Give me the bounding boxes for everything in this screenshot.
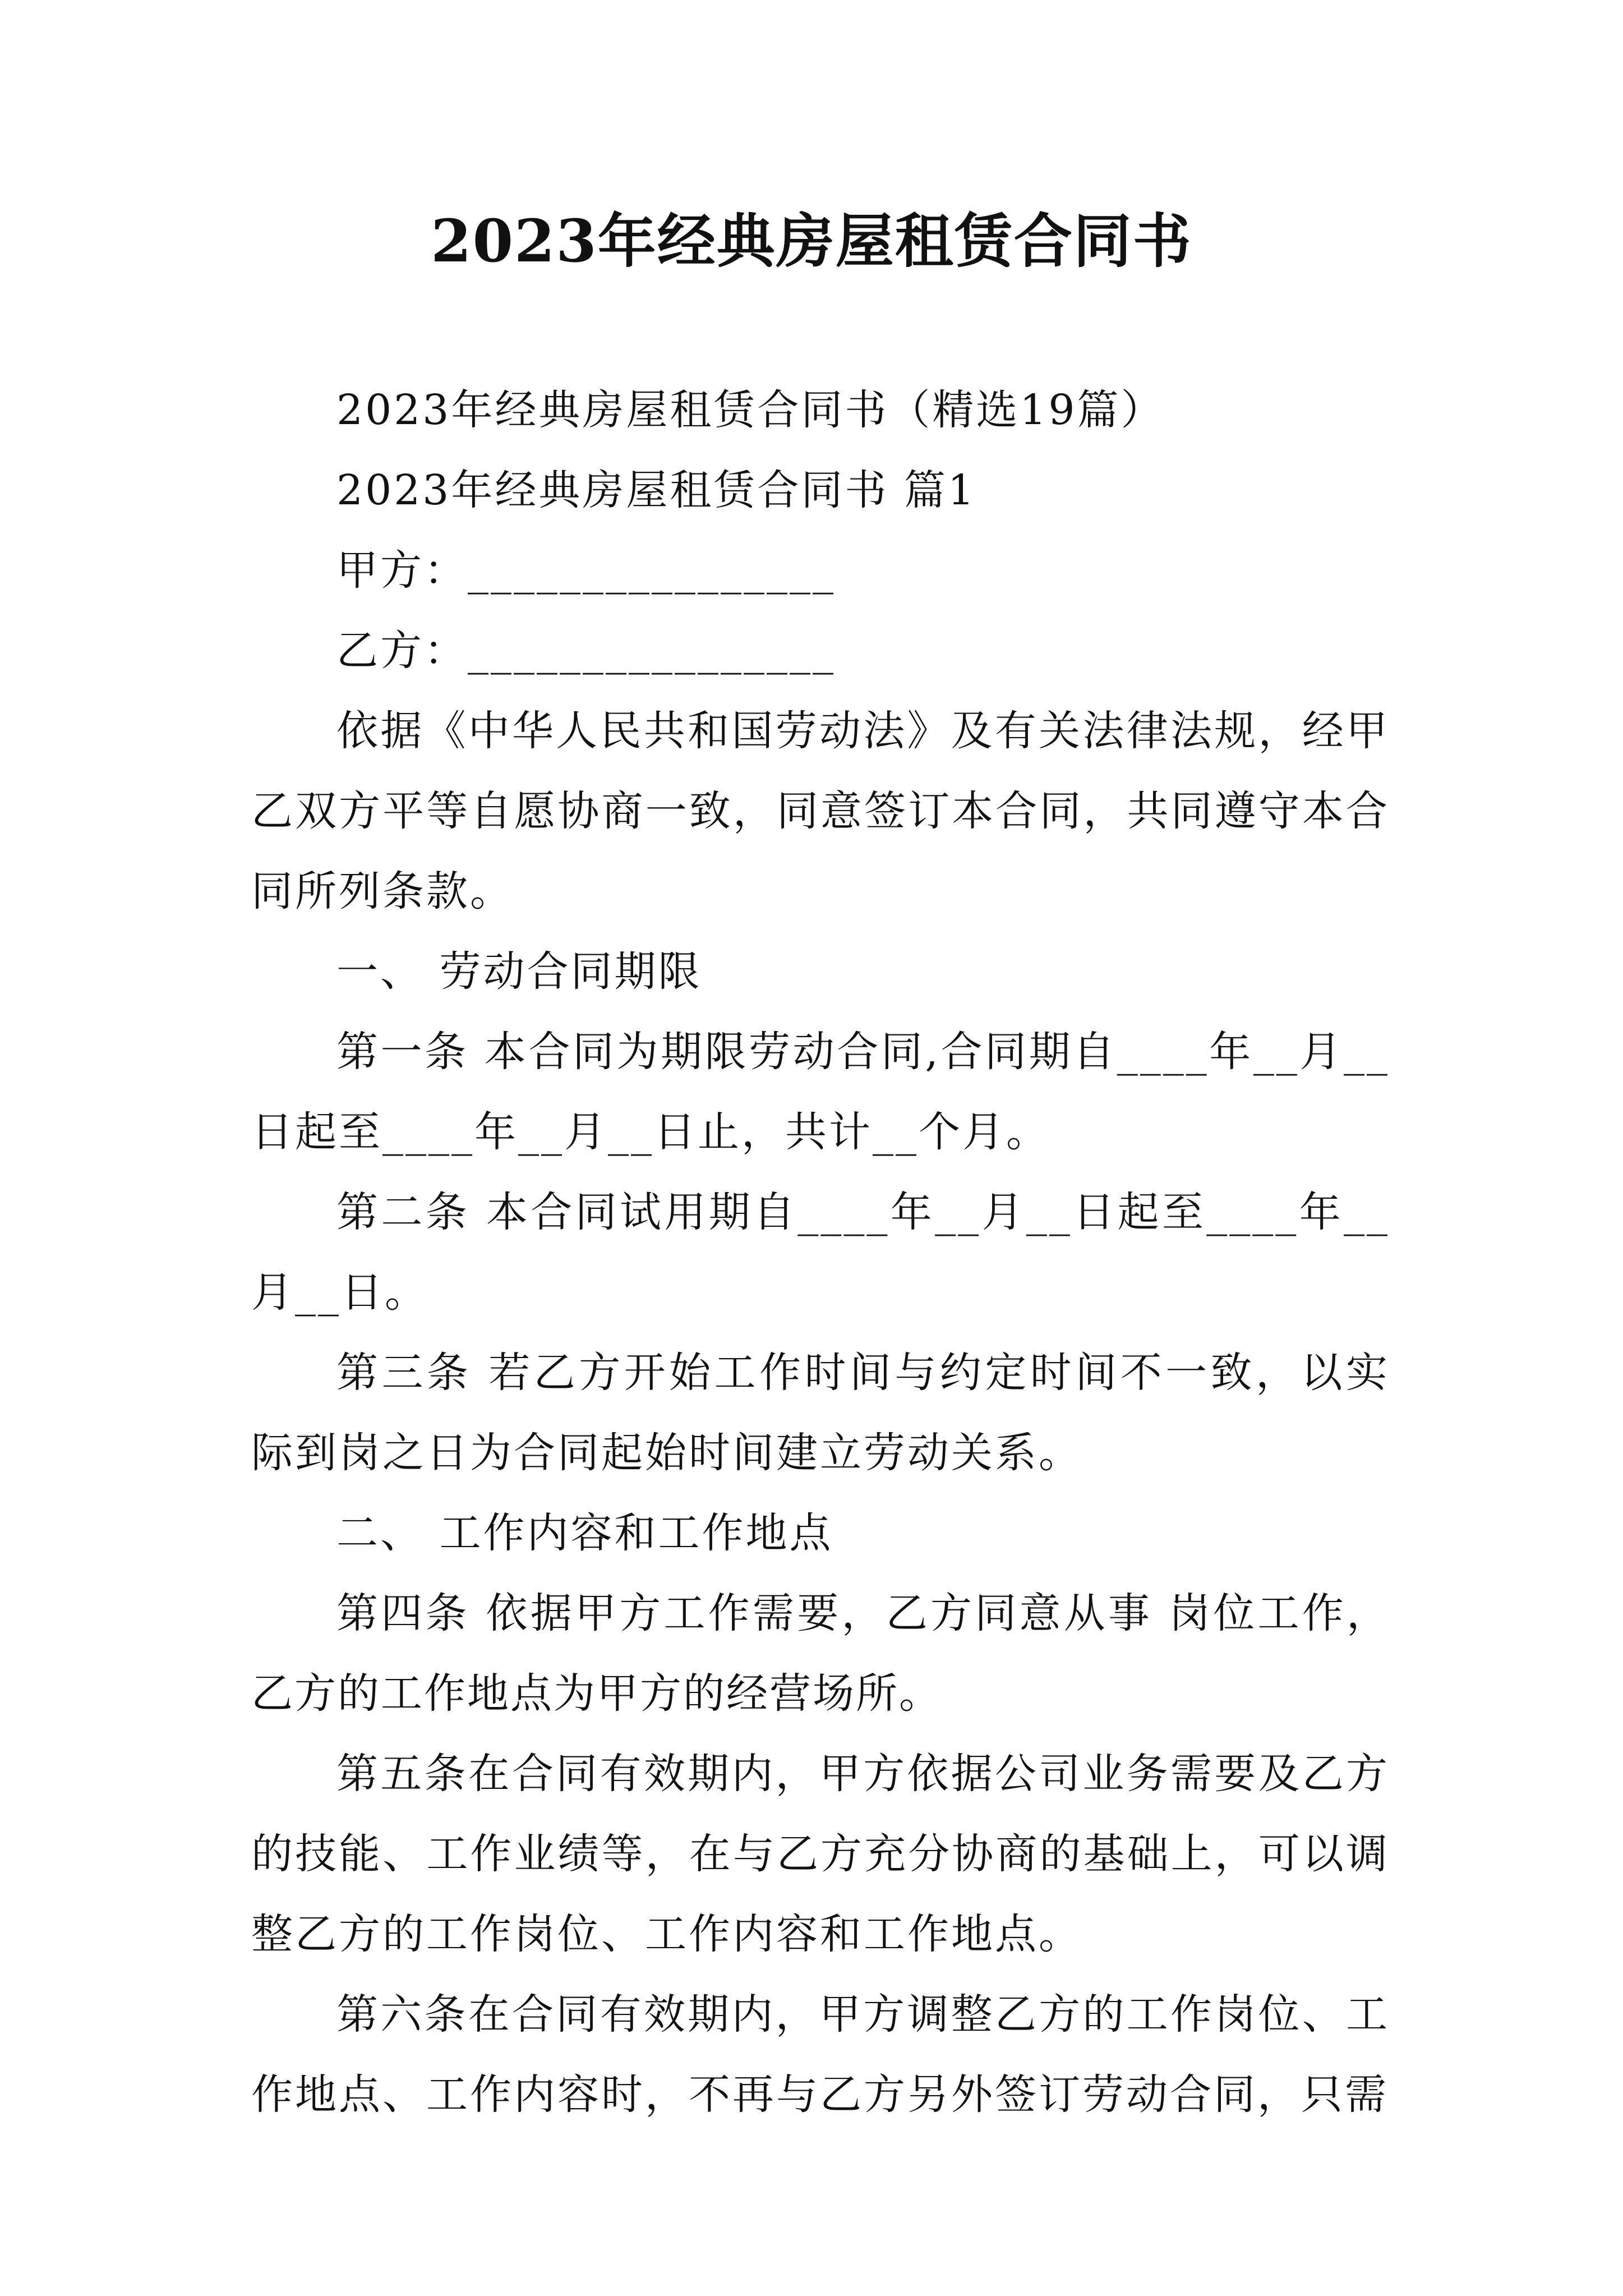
paragraph-subtitle: 2023年经典房屋租赁合同书（精选19篇） bbox=[336, 386, 1165, 434]
paragraph-preamble: 依据《中华人民共和国劳动法》及有关法律法规，经甲乙双方平等自愿协商一致，同意签订本合同，共同遵守本合同所列条款。 bbox=[251, 707, 1390, 915]
party-b-line: 乙方：________________ bbox=[336, 627, 836, 675]
article-1: 第一条 本合同为期限劳动合同,合同期自____年__月__日起至____年__月__日止，共计__个月。 bbox=[251, 1028, 1390, 1156]
article-5: 第五条在合同有效期内，甲方依据公司业务需要及乙方的技能、工作业绩等，在与乙方充分协商的基础上，可以调整乙方的工作岗位、工作内容和工作地点。 bbox=[251, 1750, 1390, 1958]
article-6: 第六条在合同有效期内，甲方调整乙方的工作岗位、工作地点、工作内容时，不再与乙方另外签订劳动合同，只需 bbox=[251, 1990, 1390, 2119]
paragraph-section-heading: 2023年经典房屋租赁合同书 篇1 bbox=[336, 466, 976, 514]
paragraph-heading-1: 一、 劳动合同期限 bbox=[336, 947, 702, 996]
article-3: 第三条 若乙方开始工作时间与约定时间不一致，以实际到岗之日为合同起始时间建立劳动关系。 bbox=[251, 1349, 1390, 1477]
paragraph-heading-2: 二、 工作内容和工作地点 bbox=[336, 1509, 833, 1557]
article-4: 第四条 依据甲方工作需要，乙方同意从事 岗位工作，乙方的工作地点为甲方的经营场所。 bbox=[251, 1589, 1390, 1718]
article-2: 第二条 本合同试用期自____年__月__日起至____年__月__日。 bbox=[251, 1188, 1390, 1317]
party-a-line: 甲方：________________ bbox=[336, 546, 836, 595]
document-body bbox=[251, 370, 1390, 2135]
document-title: 2023年经典房屋租赁合同书 bbox=[431, 206, 1192, 275]
